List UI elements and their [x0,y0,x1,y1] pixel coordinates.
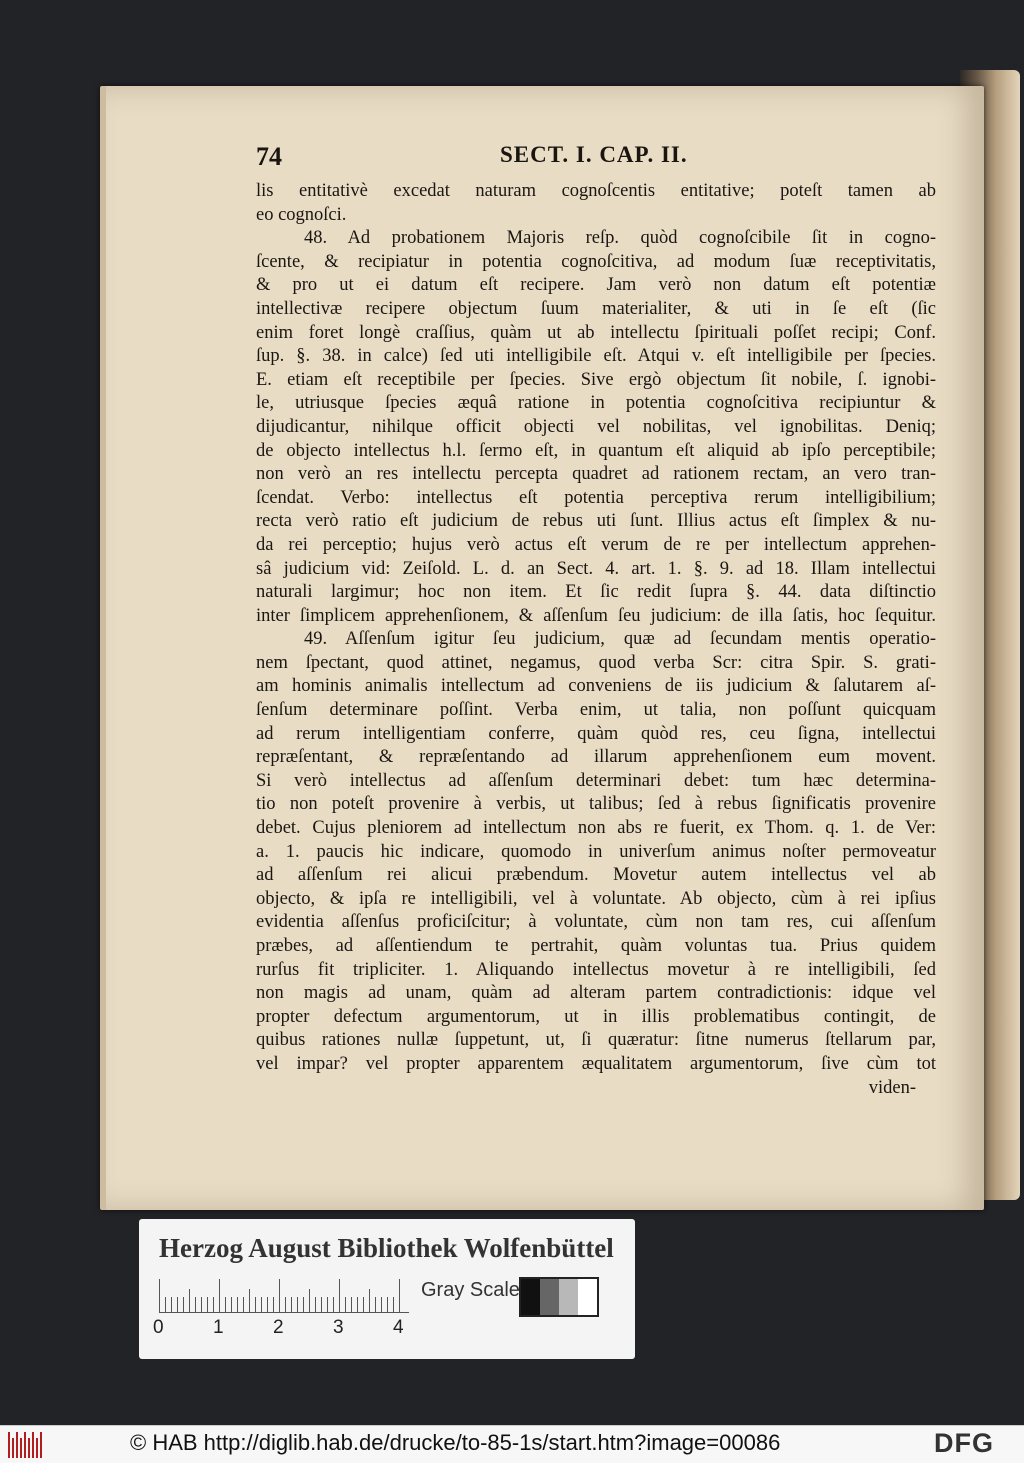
ruler-tick [327,1297,328,1313]
ruler-tick [261,1297,262,1313]
text-line: repræſentant, & repræſentando ad illarum apprehenſionem eum movent. [256,747,936,768]
ruler-tick [243,1297,244,1313]
text-line: non verò an res intellectu percepta quadret ad rationem rectam, an vero tran- [256,464,936,485]
ruler-tick [375,1297,376,1313]
ruler-tick [165,1297,166,1313]
ruler-tick [381,1297,382,1313]
text-line: evidentia aſſenſus proficiſcitur; à voluntate, cùm non tam res, cui aſſenſum [256,912,936,933]
ruler-number: 3 [333,1317,344,1338]
viewer-footer [0,1425,1024,1463]
ruler-tick [333,1297,334,1313]
ruler-tick [171,1297,172,1313]
ruler-tick [207,1297,208,1313]
ruler-tick [177,1297,178,1313]
text-line: ad rerum intelligentiam conferre, quàm quòd res, ceu ſigna, intellectui [256,723,936,744]
dfg-logo: DFG [934,1428,994,1458]
text-line: Si verò intellectus ad aſſenſum determinari debet: tum hæc determina- [256,770,936,791]
text-line: rurſus fit tripliciter. 1. Aliquando intellectus movetur à re intelligibili, ſed [256,959,936,980]
text-line: 49. Aſſenſum igitur ſeu judicium, quæ ad ſecundam mentis operatio- [304,629,936,650]
ruler-number: 0 [153,1317,164,1338]
text-line: inter ſimplicem apprehenſionem, & aſſenſum ſeu judicium: de illa ſatis, hoc ſequitur. [256,605,936,626]
text-line: sâ judicium vid: Zeiſold. L. d. an Sect. 4. art. 1. §. 9. ad 18. Illam intellectui [256,558,936,579]
ruler-tick [363,1297,364,1313]
text-line: ſcente, & recipiatur in potentia cognoſcitiva, ad modum ſuæ receptivitatis, [256,251,936,272]
page-body-text [256,180,936,1100]
gray-scale-label: Gray Scale [421,1279,520,1301]
ruler-tick [159,1279,160,1313]
text-line: objecto, & ipſa re intelligibili, vel à voluntate. Ab objecto, cùm à rei ipſius [256,888,936,909]
ruler-tick [279,1279,280,1313]
text-line: naturali largimur; hoc non item. Et ſic redit ſupra §. 44. data diſtinctio [256,582,936,603]
ruler-tick [387,1297,388,1313]
catchword: viden- [868,1077,916,1098]
text-line: nem ſpectant, quod attinet, negamus, quod verba Scr: citra Spir. S. grati- [256,652,936,673]
text-line: recta verò ratio eſt judicium de rebus uti ſunt. Illius actus eſt ſimplex & nu- [256,511,936,532]
ruler-tick [213,1297,214,1313]
ruler-number: 4 [393,1317,404,1338]
ruler-tick [357,1297,358,1313]
text-line: non magis ad unam, quàm ad alteram partem contradictionis: idque vel [256,983,936,1004]
text-line: debet. Cujus pleniorem ad intellectum non abs re fuerit, ex Thom. q. 1. de Ver: [256,818,936,839]
text-line: eo cognoſci. [256,204,347,225]
text-line: præbes, ad aſſentiendum te pertrahit, quàm voluntas tua. Prius quidem [256,936,936,956]
ruler-tick [267,1297,268,1313]
ruler-tick [291,1297,292,1313]
ruler-tick [255,1297,256,1313]
gray-swatch [521,1279,540,1315]
gray-scale-swatches [519,1277,599,1317]
ruler-numbers [153,1317,413,1341]
ruler-tick [369,1289,370,1313]
text-line: de objecto intellectus h.l. ſermo eſt, in quantum eſt aliquid ab ipſo perceptibile; [256,440,936,461]
ruler-tick [249,1289,250,1313]
gray-swatch [578,1279,597,1315]
ruler-tick [393,1297,394,1313]
text-line: lis entitativè excedat naturam cognoſcentis entitative; poteſt tamen ab [256,181,936,201]
text-line: quibus rationes nullæ ſuppetunt, ut, ſi quæratur: ſitne numerus ſtellarum par, [256,1030,936,1051]
ruler-tick [339,1279,340,1313]
text-line: 48. Ad probationem Majoris reſp. quòd cognoſcibile ſit in cogno- [304,228,936,249]
text-line: ſcendat. Verbo: intellectus eſt potentia perceptiva rerum intelligibilium; [256,487,936,508]
ruler-tick [303,1297,304,1313]
ruler-tick [189,1289,190,1313]
text-line: ad aſſenſum rei alicui præbendum. Movetur autem intellectus vel ab [256,865,936,886]
text-line: vel impar? vel propter apparentem æqualitatem argumentorum, ſive cùm tot [256,1053,936,1074]
ruler-tick [219,1279,220,1313]
text-line: & pro ut ei datum eſt recipere. Jam verò non datum eſt potentiæ [256,275,936,296]
ruler-tick [351,1297,352,1313]
card-title: Herzog August Bibliothek Wolfenbüttel [159,1233,614,1263]
text-line: E. etiam eſt receptibile per ſpecies. Sive ergò objectum ſit nobile, ſ. ignobi- [256,369,936,390]
ruler-tick [321,1297,322,1313]
ruler-tick [201,1297,202,1313]
ruler-tick [237,1297,238,1313]
ruler-tick [273,1297,274,1313]
text-line: enim foret longè craſſius, quàm ut ab intellectu ſpirituali poſſet recipi; Conf. [256,322,936,343]
text-line: am hominis animalis intellectum ad conveniens de iis judicium & ſalutarem aſ- [256,676,936,697]
ruler-tick [399,1279,400,1313]
ruler-tick [345,1297,346,1313]
ruler-tick [183,1297,184,1313]
ruler-number: 2 [273,1317,284,1338]
ruler-tick [315,1297,316,1313]
ruler-tick [225,1297,226,1313]
page-number: 74 [256,142,282,171]
hab-logo-icon [8,1432,46,1458]
text-line: intellectivæ recipere objectum ſuum materialiter, & uti in ſe eſt (ſic [256,298,936,319]
ruler-number: 1 [213,1317,224,1338]
text-line: a. 1. paucis hic indicare, quomodo in univerſum animus noſter permoveatur [256,841,936,862]
running-head: SECT. I. CAP. II. [500,142,688,167]
text-line: le, utriusque ſpecies æquâ ratione in potentia cognoſcitiva recipiuntur & [256,393,936,414]
text-line: dijudicantur, nihilque officit objecti vel nobilitas, vel ignobilitas. Deniq; [256,416,936,437]
ruler-tick [195,1297,196,1313]
text-line: da rei perceptio; hujus verò actus eſt verum de re per intellectum apprehen- [256,534,936,555]
ruler-scale [159,1275,409,1315]
gray-swatch [559,1279,578,1315]
text-line: propter defectum argumentorum, ut in illis problematibus contingit, de [256,1006,936,1027]
source-url[interactable]: © HAB http://diglib.hab.de/drucke/to-85-1s/start.htm?image=00086 [130,1430,781,1455]
ruler-tick [309,1289,310,1313]
page-header [256,142,936,182]
gray-swatch [540,1279,559,1315]
text-line: ſenſum determinare poſſint. Verba enim, ut talia, non poſſunt quicquam [256,700,936,721]
color-calibration-card [139,1219,635,1359]
ruler-tick [297,1297,298,1313]
text-line: tio non poteſt provenire à verbis, ut talibus; ſed à rebus ſignificatis provenire [256,794,936,815]
ruler-tick [285,1297,286,1313]
ruler-tick [231,1297,232,1313]
text-line: ſup. §. 38. in calce) ſed uti intelligibile eſt. Atqui v. eſt intelligibile per ſpecies. [256,346,936,367]
